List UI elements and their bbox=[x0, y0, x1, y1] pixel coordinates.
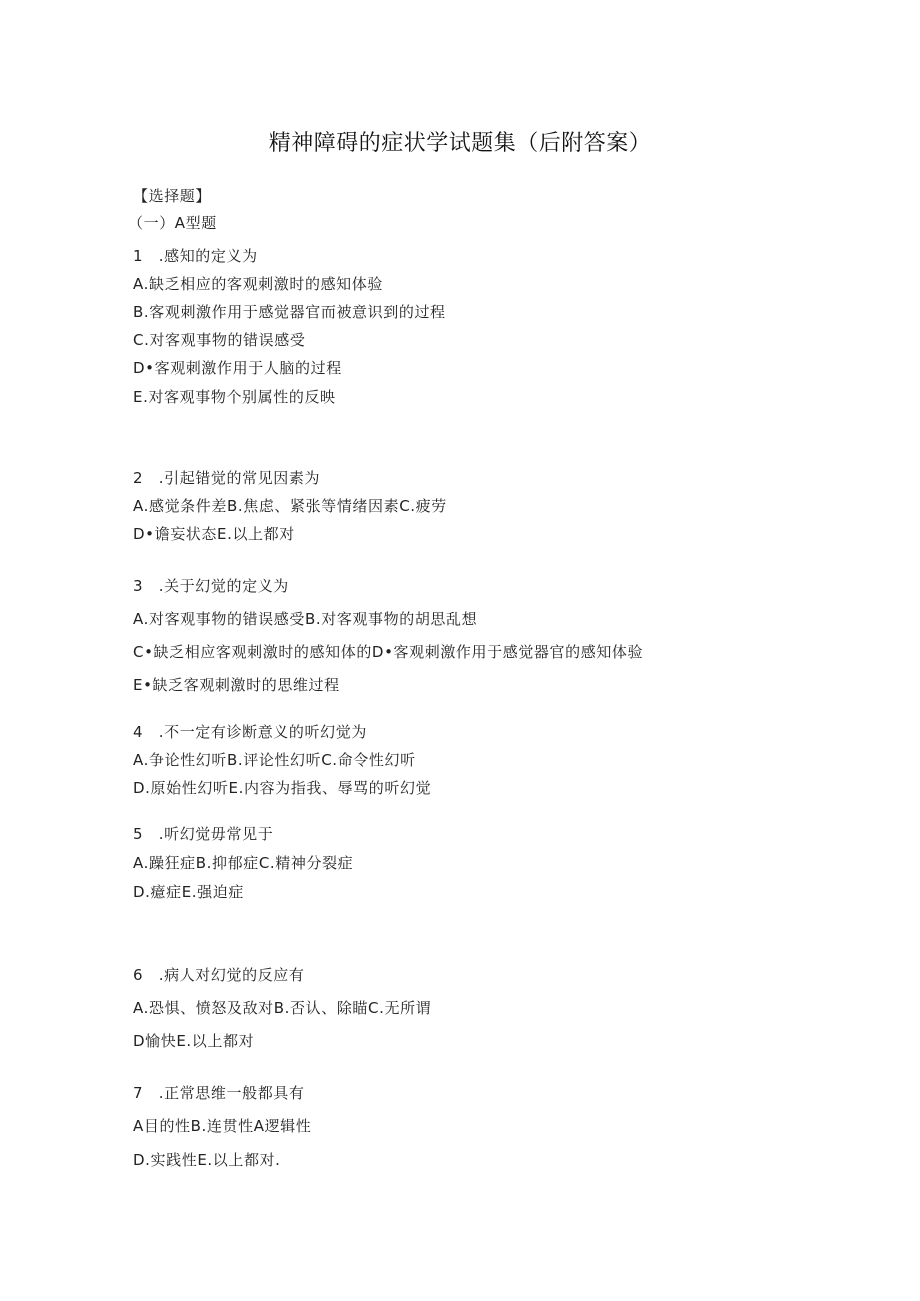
options-5-abc: A.躁狂症B.抑郁症C.精神分裂症 bbox=[133, 854, 354, 872]
question-2: 2 .引起错觉的常见因素为 bbox=[133, 469, 321, 487]
document-title: 精神障碍的症状学试题集（后附答案） bbox=[268, 131, 652, 156]
option-1c: C.对客观事物的错误感受 bbox=[133, 331, 306, 349]
option-3e: E•缺乏客观刺激时的思维过程 bbox=[133, 676, 340, 694]
options-4-de: D.原始性幻听E.内容为指我、辱骂的听幻觉 bbox=[133, 779, 432, 797]
options-3-ab: A.对客观事物的错误感受B.对客观事物的胡思乱想 bbox=[133, 610, 478, 628]
question-5: 5 .听幻觉毋常见于 bbox=[133, 825, 274, 843]
option-1e: E.对客观事物个别属性的反映 bbox=[133, 388, 336, 406]
question-3: 3 .关于幻觉的定义为 bbox=[133, 577, 289, 595]
option-1d: D•客观刺激作用于人脑的过程 bbox=[133, 359, 342, 377]
question-4: 4 .不一定有诊断意义的听幻觉为 bbox=[133, 723, 367, 741]
question-1: 1 .感知的定义为 bbox=[133, 247, 258, 265]
options-7-de: D.实践性E.以上都对. bbox=[133, 1151, 281, 1169]
section-heading: 【选择题】 bbox=[133, 187, 212, 205]
option-1a: A.缺乏相应的客观刺激时的感知体验 bbox=[133, 275, 383, 293]
subsection-heading: （一）A型题 bbox=[128, 214, 217, 232]
option-1b: B.客观刺激作用于感觉器官而被意识到的过程 bbox=[133, 303, 446, 321]
question-7: 7 .正常思维一般都具有 bbox=[133, 1084, 305, 1102]
options-6-de: D愉快E.以上都对 bbox=[133, 1032, 255, 1050]
question-6: 6 .病人对幻觉的反应有 bbox=[133, 966, 305, 984]
options-5-de: D.癔症E.强迫症 bbox=[133, 883, 244, 901]
options-4-abc: A.争论性幻听B.评论性幻听C.命令性幻听 bbox=[133, 751, 416, 769]
options-3-cd: C•缺乏相应客观刺激时的感知体的D•客观刺激作用于感觉器官的感知体验 bbox=[133, 643, 644, 661]
options-2-de: D•谵妄状态E.以上都对 bbox=[133, 525, 295, 543]
options-6-abc: A.恐惧、愤怒及敌对B.否认、除瞄C.无所谓 bbox=[133, 999, 432, 1017]
options-2-abc: A.感觉条件差B.焦虑、紧张等情绪因素C.疲劳 bbox=[133, 497, 447, 515]
options-7-abc: A目的性B.连贯性A逻辑性 bbox=[133, 1117, 312, 1135]
